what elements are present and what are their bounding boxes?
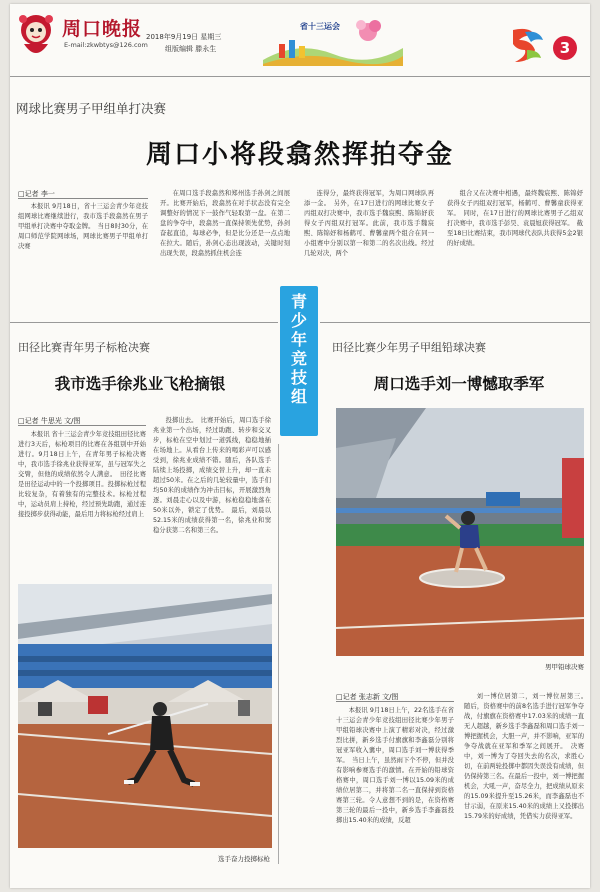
shot-put-photo xyxy=(336,408,584,656)
javelin-photo xyxy=(18,584,272,848)
header-divider xyxy=(10,76,590,77)
article2-byline: □记者 牛思光 文/图 xyxy=(18,417,81,425)
article2-headline: 我市选手徐兆业飞枪摘银 xyxy=(54,374,226,393)
youth-group-tag: 青 少 年 竞 技 组 xyxy=(280,286,318,436)
article2-column-2: 投掷出去。 比赛开始后，周口选手徐兆业第一个出场，经过助跑、转步和交叉步，标枪在空中划过一道弧线，稳稳地插在场地上。从看台上传来的喝彩声可以感受到，徐兆业成绩不错。随后，各队选手陆续上场投掷，成绩交替上升，却一直未超过50米。在之后的几轮较量中，选手们均50米的成绩作为冲击目标，开展激烈角逐。刘晨走心以及中游，标枪稳稳地落在50米以外，锁定了优势。 最后，刘晨以52.15米的成绩获得第一名，徐兆业和窦稳分获第二名和第三名。 xyxy=(153,417,271,534)
byline-rule xyxy=(18,425,146,426)
editor-line: 组版编辑 滕永生 xyxy=(165,45,217,53)
article1-subtitle: 网球比赛男子甲组单打决赛 xyxy=(16,101,167,116)
javelin-photo-image xyxy=(18,584,272,848)
byline-rule xyxy=(336,701,454,702)
article3-column-2: 刘一博位居第二，刘一博位居第三。 随后，资格赛中的前8名选手进行冠军争夺战，付旗旗在资格赛中17.03米的成绩一直无人超越，新乡选手李鑫磊和周口选手刘一博把握机会，大胆一声，并不影响，亚军的争夺战就在亚军和季军之间展开。 决赛中，刘一博为了夺回失去的名次，求胜心切，在前两轮投掷中都因失误没有成绩，但仍保持第三名。在最后一投中，刘一博把握机会，大吼一声，奋尽全力，把成绩从原来的15.09米提升至15.26米，而李鑫磊也不甘示弱，在原来15.40米的成绩上又投掷出15.79米的好成绩，凭借实力获得亚军。 xyxy=(464,693,591,820)
column-divider xyxy=(278,444,279,864)
issue-date: 2018年9月19日 星期三 xyxy=(146,33,222,41)
games-banner-graphic xyxy=(263,10,403,66)
contact-email: E-mail:zkwbtys@126.com xyxy=(64,41,148,49)
article3-byline: □记者 张志新 文/图 xyxy=(336,693,399,701)
masthead: 周口晚报 xyxy=(62,18,143,40)
article1-byline: □记者 李一 xyxy=(18,190,55,198)
article3-headline: 周口选手刘一博憾取季军 xyxy=(373,374,545,393)
article3-subtitle: 田径比赛少年男子甲组铅球决赛 xyxy=(332,341,486,354)
section-divider-left xyxy=(10,322,278,323)
article1-column-3: 连得分，最终获得冠军，为周口网球队再添一金。 另外，在17日进行的网球比赛女子丙组双打决赛中，我市选手魏宸熙、陈锦妤获得女子丙组双打冠军。此前，我市选手魏宸熙、陈锦妤和杨鹤可、曹馨童两个组合在同一小组赛中分别以第一和第二的名次出线。经过几轮对决，两个 xyxy=(304,190,434,257)
games-emblem-icon xyxy=(505,26,549,66)
article2-subtitle: 田径比赛青年男子标枪决赛 xyxy=(18,341,150,354)
section-divider-right xyxy=(320,322,590,323)
banner-title: 省十三运会 xyxy=(300,22,340,31)
shot-put-photo-caption: 男甲铅球决赛 xyxy=(545,663,584,671)
article1-column-4: 组合又在决赛中相遇，最终魏宸熙、陈锦妤获得女子丙组双打冠军，杨鹤可、曹馨童获得亚军。 同时，在17日进行的网球比赛男子乙组双打决赛中，我市选手彭昊、袁晨旭获得冠军。 截至18日比赛结束，我市网球代表队共获得5金2银的好成绩。 xyxy=(447,190,583,247)
mascot-logo xyxy=(14,10,58,62)
javelin-photo-caption: 选手奋力投掷标枪 xyxy=(218,855,270,863)
newspaper-page xyxy=(10,4,590,888)
article1-headline: 周口小将段翕然挥拍夺金 xyxy=(145,140,454,170)
article2-column-1: 本报讯 省十三运会青少年竞技组田径比赛进行3天后，标枪项目的比赛在各组别中开始进行。9月18日上午，在青年男子标枪决赛中，我市选手徐兆业获得亚军，虽与冠军失之交臂，但他的成绩依然令人满意。 田径比赛是田径运动中的一个投掷项目。投掷标枪过程比较复杂，有着独有的完整技术。标枪过程中，运动员肩上持枪，经过预先助跑，通过连接投掷步获得动能，最后用力将标枪经过肩上 xyxy=(18,431,146,518)
page-number-badge: 3 xyxy=(553,36,577,60)
byline-rule xyxy=(18,198,148,199)
article1-column-2: 在周口选手段翕然和郑州选手孙剑之间展开。比赛开始后，段翕然在对手状态没有完全调整好的情况下一鼓作气轻取第一盘。在第二盘的争夺中，段翕然一直保持领先优势，孙剑奋起直追，每球必争，但是比分还是一点点地在拉大。随后，孙剑心态出现波动，关键时刻出现失误，段翕然抓住机会连 xyxy=(160,190,290,257)
article3-column-1: 本报讯 9月18日上午，22名选手在省十三运会青少年竞技组田径比赛少年男子甲组铅球决赛中上演了精彩对决，经过激烈比拼，新乡选手付旗旗和李鑫磊分别将冠亚军收入囊中，周口选手刘一博获得季军。 当日上午，虽然雨下个不停，但并没有影响参赛选手的激情。在开始的铅球资格赛中，周口选手刘一博以15.09米的成绩位居第二，并将第二名一直保持到资格赛第三轮。令人意想不到的是，在资格赛第三轮的最后一投中，新乡选手李鑫磊投掷出15.40米的成绩，反超 xyxy=(336,707,454,824)
article1-column-1: 本报讯 9月18日，省十三运会青少年竞技组网球比赛继续进行，我市选手段翕然在男子甲组单打决赛中夺取金牌。 当日8时30分，在周口师范学院网球场，网球比赛男子甲组单打决赛 xyxy=(18,203,148,250)
shot-put-photo-image xyxy=(336,408,584,656)
